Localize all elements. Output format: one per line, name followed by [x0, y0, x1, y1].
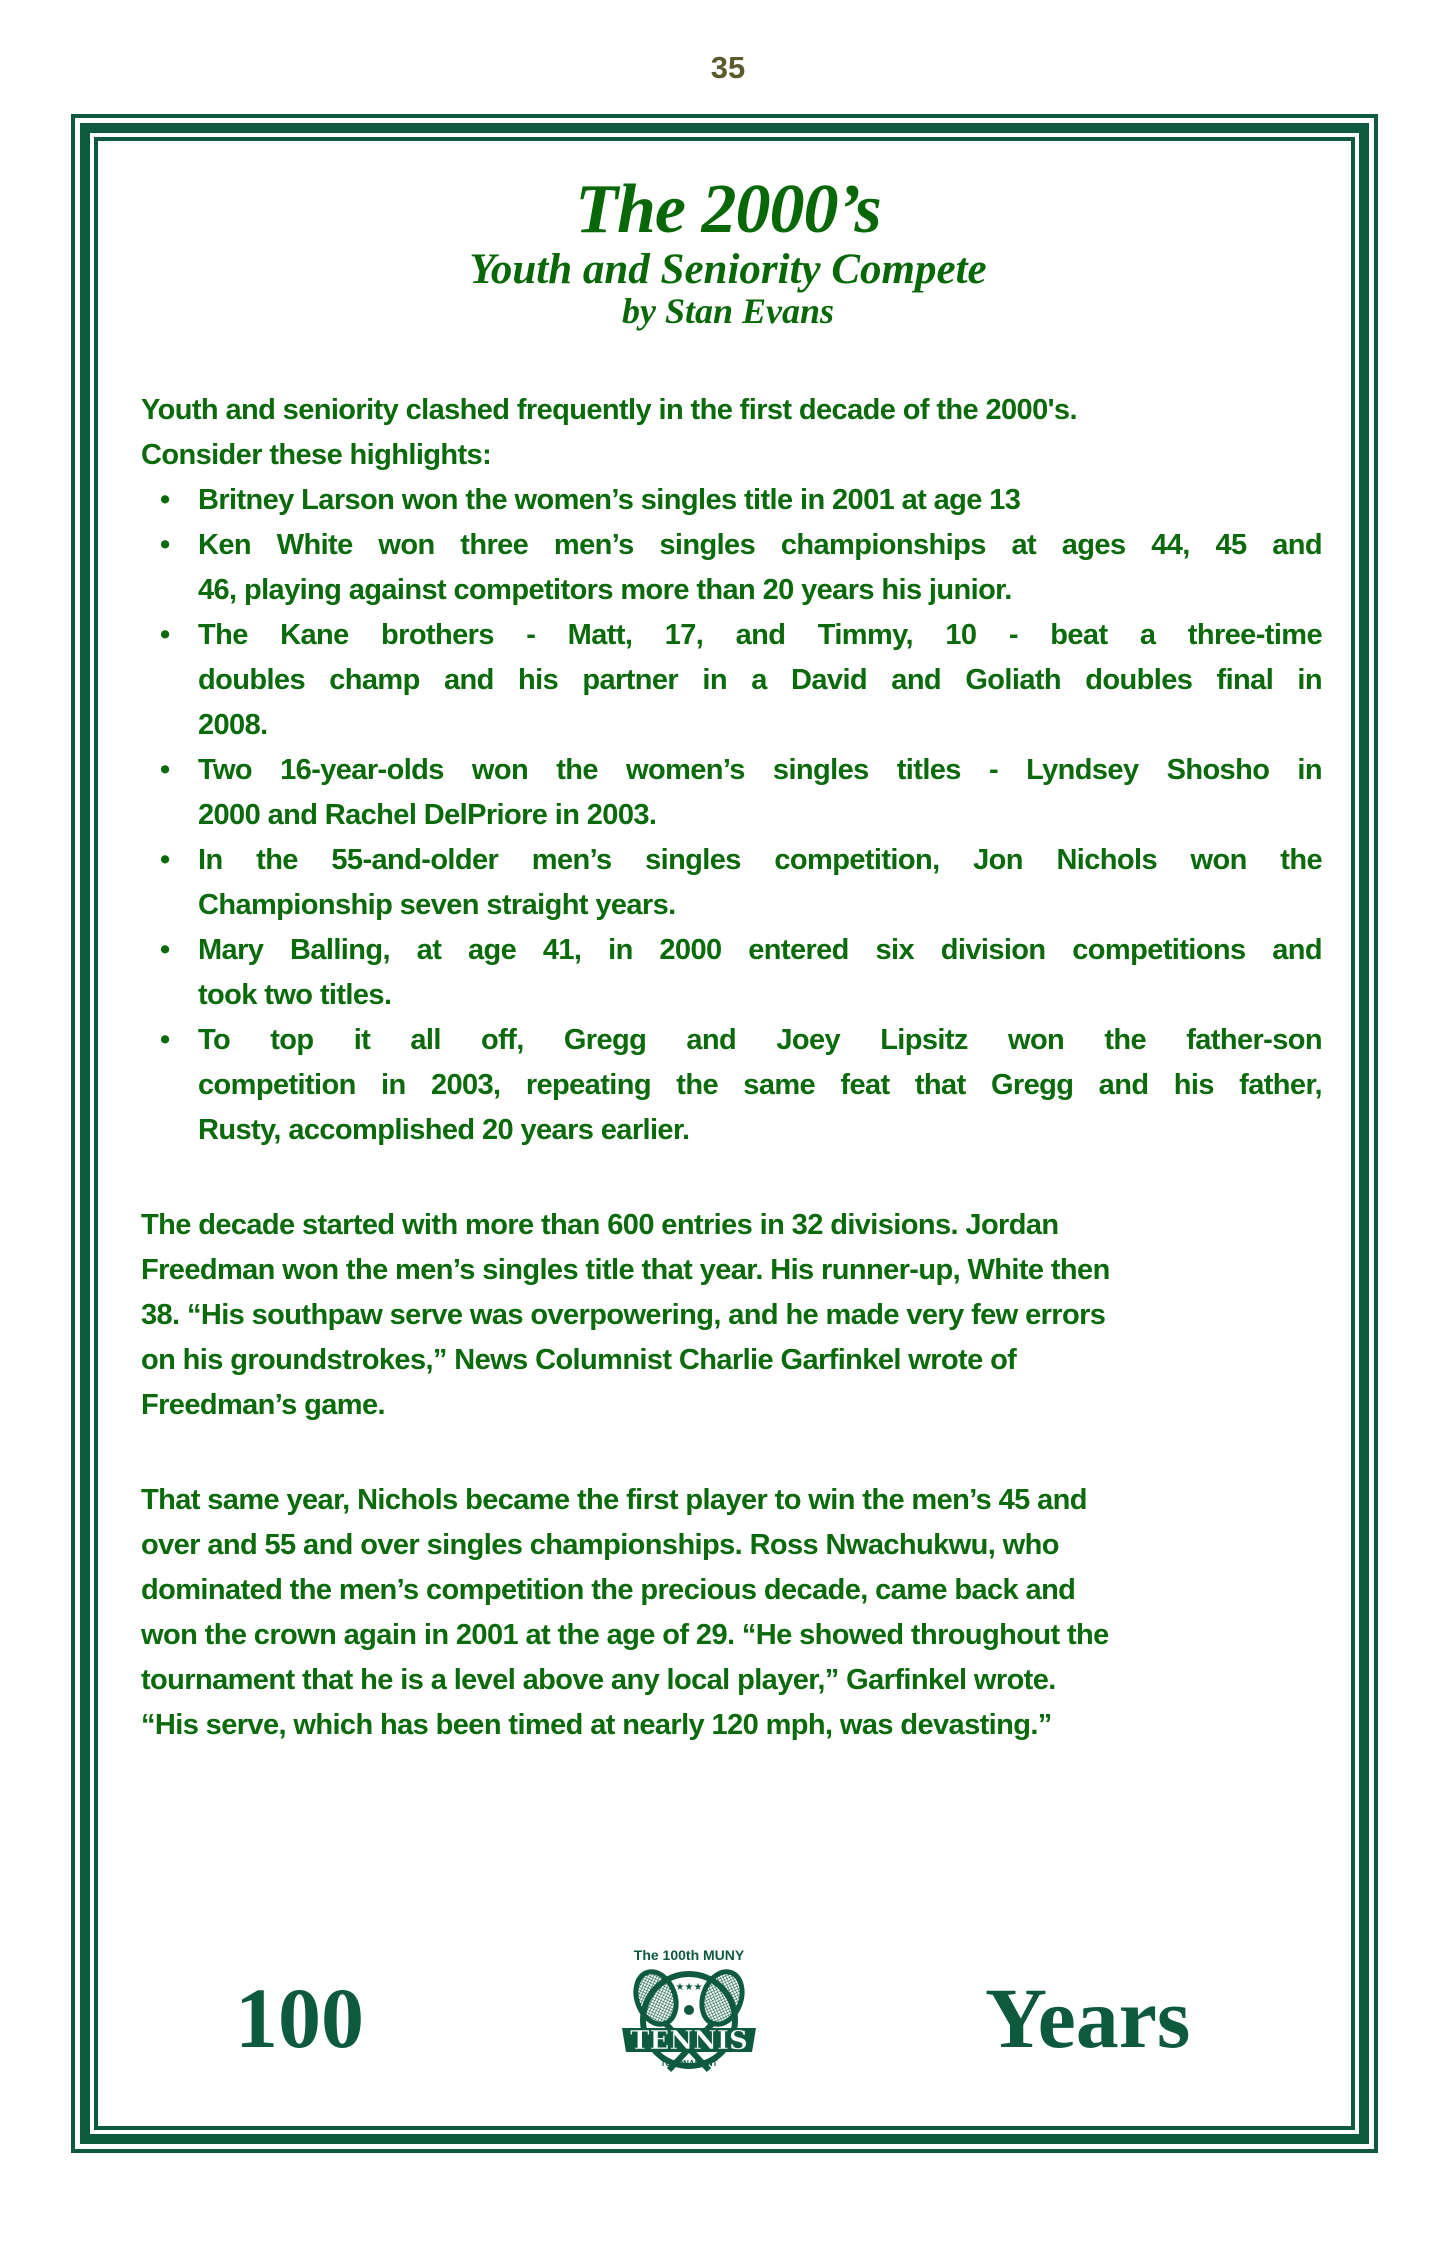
- text-line: Freedman’s game.: [141, 1389, 385, 1421]
- text-line: To top it all off, Gregg and Joey Lipsitz won the father-son: [198, 1024, 1322, 1056]
- bullet-icon: •: [160, 484, 170, 516]
- text-line: Freedman won the men’s singles title that year. His runner-up, White then: [141, 1254, 1110, 1286]
- paragraph-3: [141, 1478, 1322, 1748]
- paragraph-2: [141, 1203, 1322, 1428]
- text-line: 2008.: [198, 709, 268, 741]
- list-item: [141, 613, 1322, 748]
- text-line: competition in 2003, repeating the same feat that Gregg and his father,: [198, 1069, 1322, 1101]
- text-line: Consider these highlights:: [141, 439, 492, 471]
- bullet-icon: •: [160, 754, 170, 786]
- ball-icon: [684, 2005, 694, 2015]
- text-line: tournament that he is a level above any local player,” Garfinkel wrote.: [141, 1664, 1056, 1696]
- text-line: The Kane brothers - Matt, 17, and Timmy, 10 - beat a three-time: [198, 619, 1322, 651]
- text-line: dominated the men’s competition the precious decade, came back and: [141, 1574, 1076, 1606]
- list-item: [141, 928, 1322, 1018]
- list-item: [141, 748, 1322, 838]
- page-subtitle: Youth and Seniority Compete: [469, 246, 987, 293]
- footer-years: Years: [985, 1970, 1191, 2066]
- article-body: [141, 388, 1322, 1748]
- bullet-icon: •: [160, 619, 170, 651]
- text-line: Rusty, accomplished 20 years earlier.: [198, 1114, 690, 1146]
- text-line: Britney Larson won the women’s singles title in 2001 at age 13: [198, 484, 1021, 516]
- list-item: [141, 478, 1322, 523]
- list-item: [141, 523, 1322, 613]
- text-line: on his groundstrokes,” News Columnist Charlie Garfinkel wrote of: [141, 1344, 1017, 1376]
- text-line: 2000 and Rachel DelPriore in 2003.: [198, 799, 657, 831]
- bullet-icon: •: [160, 529, 170, 561]
- logo-main-text: TENNIS: [630, 2026, 748, 2056]
- text-line: Championship seven straight years.: [198, 889, 676, 921]
- intro-paragraph: [141, 388, 1322, 478]
- text-line: Ken White won three men’s singles championships at ages 44, 45 and: [198, 529, 1322, 561]
- tennis-tournament-logo: [614, 1940, 764, 2090]
- text-line: took two titles.: [198, 979, 392, 1011]
- text-line: over and 55 and over singles championships. Ross Nwachukwu, who: [141, 1529, 1059, 1561]
- text-line: 38. “His southpaw serve was overpowering, and he made very few errors: [141, 1299, 1106, 1331]
- stars-icon: ★★★: [675, 1982, 703, 1993]
- page-title: The 2000’s: [575, 171, 881, 248]
- text-line: Mary Balling, at age 41, in 2000 entered six division competitions and: [198, 934, 1322, 966]
- text-line: “His serve, which has been timed at nearly 120 mph, was devasting.”: [141, 1709, 1052, 1741]
- text-line: Youth and seniority clashed frequently in the first decade of the 2000's.: [141, 394, 1077, 426]
- byline: by Stan Evans: [621, 291, 835, 331]
- logo-bottom-text: TOURNAMENT: [660, 2059, 718, 2068]
- text-line: That same year, Nichols became the first player to win the men’s 45 and: [141, 1484, 1087, 1516]
- bullet-icon: •: [160, 934, 170, 966]
- text-line: 46, playing against competitors more than 20 years his junior.: [198, 574, 1012, 606]
- list-item: [141, 1018, 1322, 1153]
- text-line: The decade started with more than 600 entries in 32 divisions. Jordan: [141, 1209, 1059, 1241]
- list-item: [141, 838, 1322, 928]
- text-line: Two 16-year-olds won the women’s singles titles - Lyndsey Shosho in: [198, 754, 1322, 786]
- text-line: won the crown again in 2001 at the age of 29. “He showed throughout the: [141, 1619, 1109, 1651]
- page-number: 35: [710, 50, 746, 85]
- logo-top-text: The 100th MUNY: [633, 1947, 745, 1963]
- bullet-icon: •: [160, 1024, 170, 1056]
- highlights-list: [141, 478, 1322, 1153]
- text-line: In the 55-and-older men’s singles competition, Jon Nichols won the: [198, 844, 1322, 876]
- bullet-icon: •: [160, 844, 170, 876]
- text-line: doubles champ and his partner in a David and Goliath doubles final in: [198, 664, 1322, 696]
- footer-100: 100: [235, 1970, 364, 2066]
